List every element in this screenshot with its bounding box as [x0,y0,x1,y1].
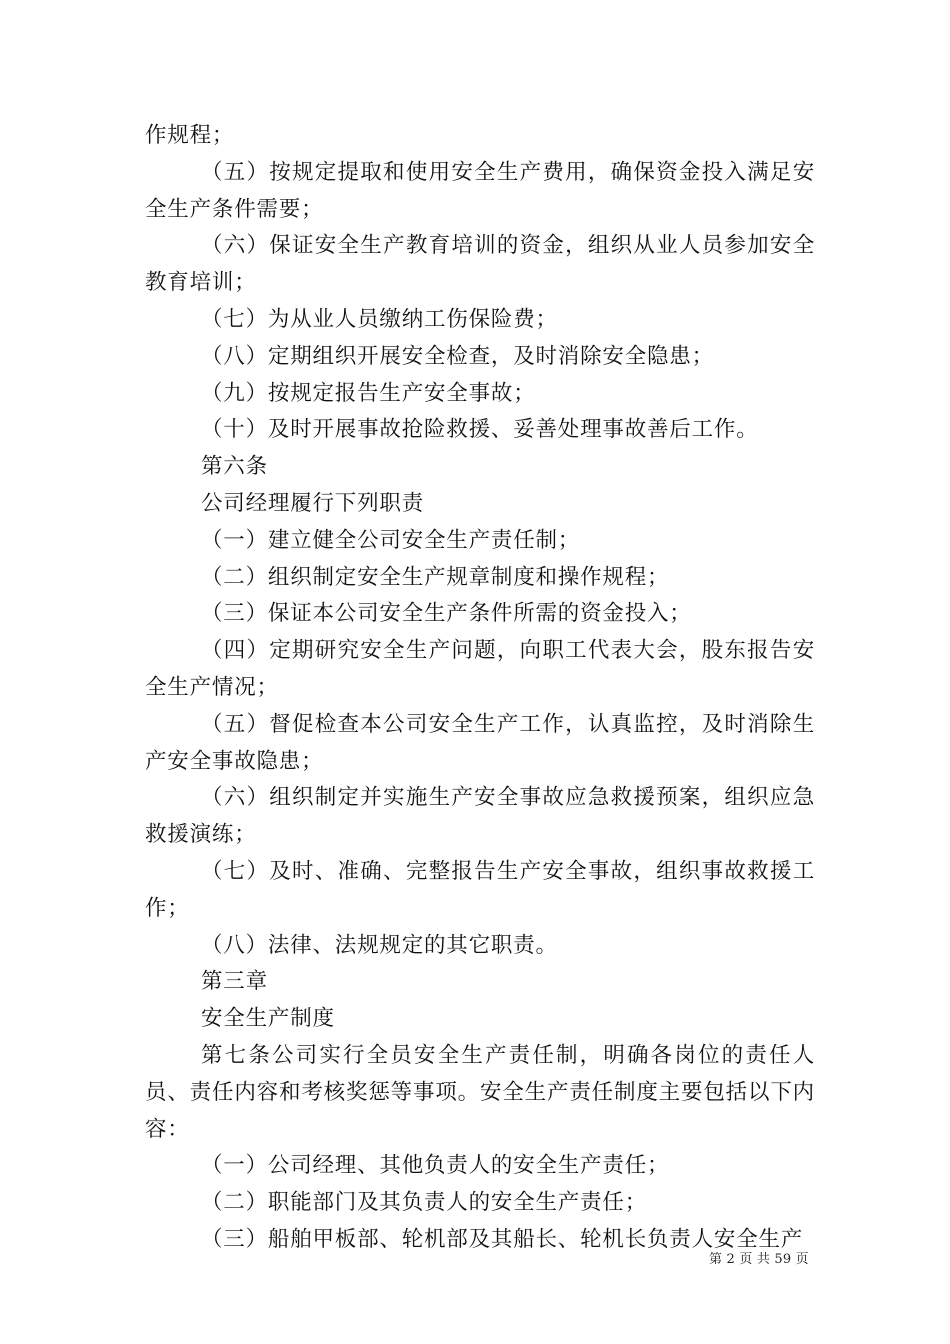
paragraph: （四）定期研究安全生产问题，向职工代表大会，股东报告安全生产情况； [145,638,815,700]
paragraph: 第七条公司实行全员安全生产责任制，明确各岗位的责任人员、责任内容和考核奖惩等事项。安全生产责任制度主要包括以下内容： [145,1042,815,1142]
paragraph: （一）公司经理、其他负责人的安全生产责任； [201,1153,670,1179]
paragraph: （三）船舶甲板部、轮机部及其船长、轮机长负责人安全生产 [201,1226,804,1252]
paragraph: （九）按规定报告生产安全事故； [201,380,536,406]
paragraph: （五）督促检查本公司安全生产工作，认真监控，及时消除生产安全事故隐患； [145,711,815,774]
page-number-footer: 第 2 页 共 59 页 [709,1252,809,1267]
paragraph: 公司经理履行下列职责 [201,490,425,516]
paragraph: （八）法律、法规规定的其它职责。 [201,932,558,958]
chapter-heading: 第三章 [201,969,268,995]
paragraph: （二）组织制定安全生产规章制度和操作规程； [201,564,670,590]
paragraph: （三）保证本公司安全生产条件所需的资金投入； [201,601,692,627]
paragraph: （七）为从业人员缴纳工伤保险费； [201,306,558,332]
paragraph: （十）及时开展事故抢险救援、妥善处理事故善后工作。 [201,417,759,443]
paragraph: （五）按规定提取和使用安全生产费用，确保资金投入满足安全生产条件需要； [145,159,815,222]
paragraph: （六）保证安全生产教育培训的资金，组织从业人员参加安全教育培训； [145,233,815,296]
paragraph: （六）组织制定并实施生产安全事故应急救援预案，组织应急救援演练； [145,785,815,848]
document-body [145,118,815,1259]
paragraph: （七）及时、准确、完整报告生产安全事故，组织事故救援工作； [145,858,815,921]
article-heading: 第六条 [201,454,268,480]
paragraph: （二）职能部门及其负责人的安全生产责任； [201,1190,648,1216]
paragraph: （八）定期组织开展安全检查，及时消除安全隐患； [201,343,714,369]
paragraph: 作规程； [145,123,235,148]
chapter-title: 安全生产制度 [201,1006,335,1032]
paragraph: （一）建立健全公司安全生产责任制； [201,527,581,553]
